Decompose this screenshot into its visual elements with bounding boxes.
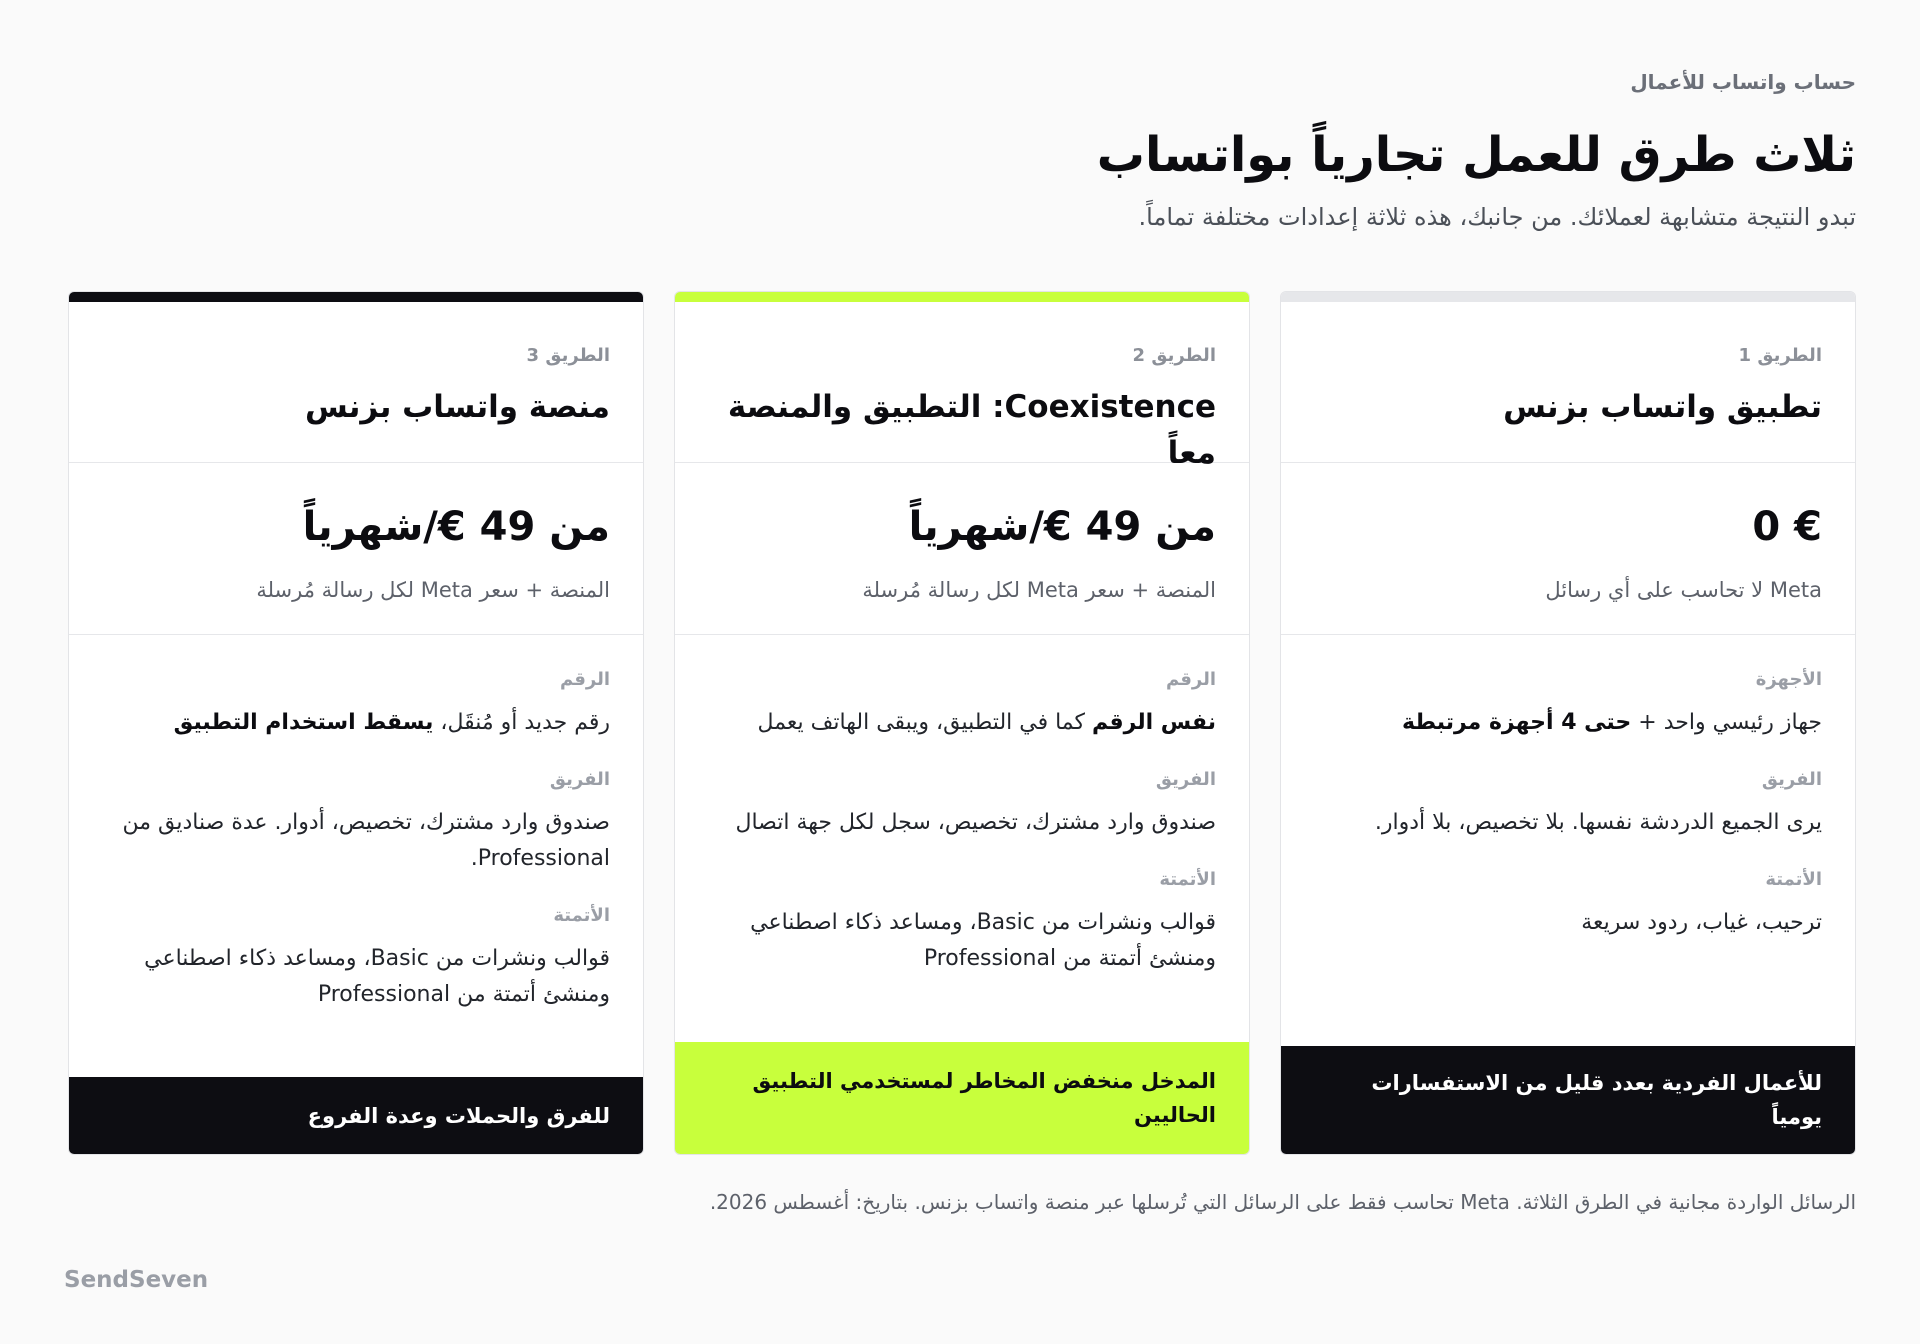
brand-logo-text: SendSeven [64,1267,209,1293]
feature-label: الفريق [549,769,610,790]
price-note: Meta لا تحاسب على أي رسائل [1545,578,1822,602]
feature-value [102,705,610,741]
route-label: الطريق 2 [1132,345,1216,366]
price-note: المنصة + سعر Meta لكل رسالة مُرسلة [256,578,610,602]
feature-value-text: جهاز رئيسي واحد + [1631,710,1822,735]
feature-value [1314,705,1822,741]
feature-team [1314,765,1822,841]
card-title: منصة واتساب بزنس [304,389,610,425]
card-head [1281,302,1855,463]
feature-automation [102,901,610,1013]
feature-value [708,705,1216,741]
card-features [675,635,1249,1042]
cards-row [68,291,1856,1155]
card-features [69,635,643,1077]
page-subtitle: تبدو النتيجة متشابهة لعملائك. من جانبك، هذه ثلاثة إعدادات مختلفة تماماً. [1138,203,1856,231]
card-title: Coexistence: التطبيق والمنصة معاً [727,389,1216,471]
feature-value: يرى الجميع الدردشة نفسها. بلا تخصيص، بلا أدوار. [1374,810,1822,835]
feature-automation [1314,865,1822,941]
feature-value: صندوق وارد مشترك، تخصيص، سجل لكل جهة اتصال [735,810,1216,835]
card-route-1 [1280,291,1856,1155]
feature-number [102,665,610,741]
feature-value-bold: نفس الرقم [1092,710,1216,735]
feature-value: قوالب ونشرات من Basic، ومساعد ذكاء اصطناعي ومنشئ أتمتة من Professional [144,946,610,1007]
card-accent-bar [1281,292,1855,302]
card-footer: للأعمال الفردية بعدد قليل من الاستفسارات يومياً [1281,1046,1855,1154]
feature-value-tail: كما في التطبيق، ويبقى الهاتف يعمل [757,710,1092,735]
feature-label: الرقم [1165,669,1216,690]
price: من 49 €/شهرياً [302,504,610,550]
feature-value-bold: حتى 4 أجهزة مرتبطة [1401,710,1632,735]
card-accent-bar [69,292,643,302]
price: من 49 €/شهرياً [908,504,1216,550]
card-footer: للفرق والحملات وعدة الفروع [69,1077,643,1154]
card-route-3 [68,291,644,1155]
feature-label: الأتمتة [553,905,610,926]
feature-label: الأتمتة [1159,869,1216,890]
feature-number [708,665,1216,741]
card-price-block [1281,463,1855,635]
feature-automation [708,865,1216,977]
feature-label: الأتمتة [1765,869,1822,890]
feature-label: الفريق [1761,769,1822,790]
price-note: المنصة + سعر Meta لكل رسالة مُرسلة [862,578,1216,602]
feature-label: الرقم [559,669,610,690]
card-accent-bar [675,292,1249,302]
header [64,66,1856,236]
card-features [1281,635,1855,1046]
price: € 0 [1752,504,1822,550]
footnote: الرسائل الواردة مجانية في الطرق الثلاثة. Meta تحاسب فقط على الرسائل التي تُرسلها عبر منصة واتساب بزنس. بتاريخ: أغسطس 2026. [709,1190,1856,1214]
page-title: ثلاث طرق للعمل تجارياً بواتساب [1096,127,1856,183]
card-price-block [69,463,643,635]
card-head [69,302,643,463]
route-label: الطريق 3 [526,345,610,366]
feature-value: قوالب ونشرات من Basic، ومساعد ذكاء اصطناعي ومنشئ أتمتة من Professional [750,910,1216,971]
feature-value-text: رقم جديد أو مُنقَل، [433,710,610,735]
feature-value: صندوق وارد مشترك، تخصيص، أدوار. عدة صناديق من Professional. [122,810,610,871]
feature-team [708,765,1216,841]
card-head [675,302,1249,471]
eyebrow: حساب واتساب للأعمال [1630,70,1856,94]
feature-label: الأجهزة [1755,669,1822,690]
feature-value-bold: يسقط استخدام التطبيق [173,710,434,735]
feature-devices [1314,665,1822,741]
card-price-block [675,463,1249,635]
route-label: الطريق 1 [1738,345,1822,366]
card-route-2 [674,291,1250,1155]
feature-label: الفريق [1155,769,1216,790]
feature-value: ترحيب، غياب، ردود سريعة [1581,910,1822,935]
card-footer: المدخل منخفض المخاطر لمستخدمي التطبيق الحاليين [675,1042,1249,1154]
feature-team [102,765,610,877]
card-title: تطبيق واتساب بزنس [1503,389,1822,425]
